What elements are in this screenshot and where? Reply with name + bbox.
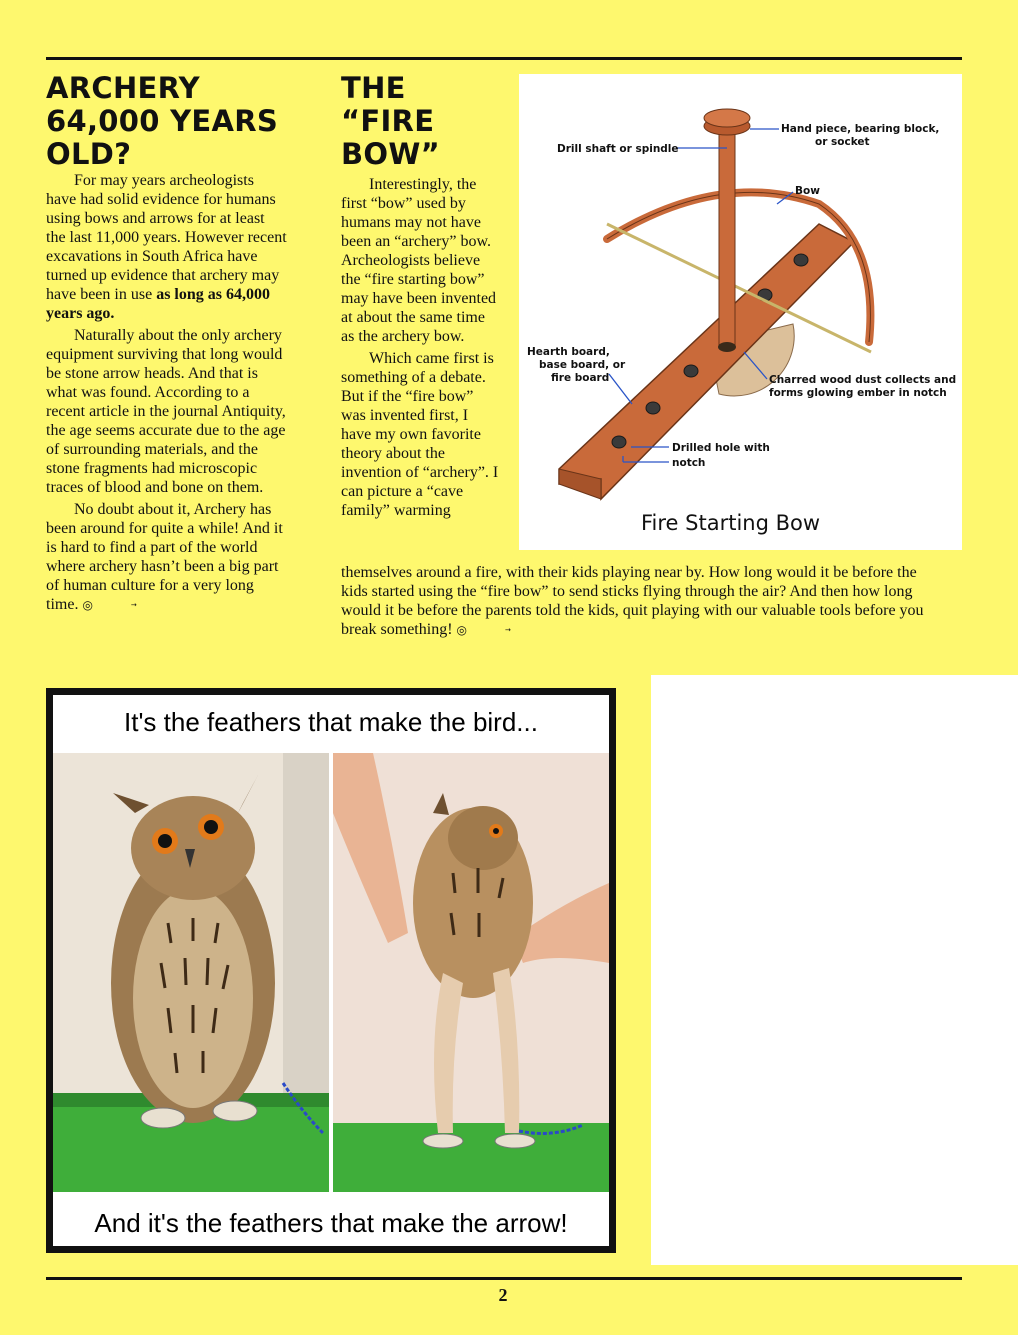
paragraph-text: No doubt about it, Archery has been around for quite a while! And it is hard to find a part of the world where archery hasn’t been a big part of human culture for a very long time. [46, 501, 283, 613]
article-archery-64000 [46, 72, 288, 615]
page-number: 2 [498, 1285, 508, 1305]
headline-archery [46, 72, 288, 171]
paragraph [46, 171, 288, 323]
end-mark-icon: ◎ [456, 623, 468, 637]
drill-spindle-shape [719, 129, 735, 347]
hand-piece-top [704, 109, 750, 127]
meme-bottom-text: And it's the feathers that make the arrow! [94, 1208, 568, 1238]
fire-bow-illustration [519, 74, 962, 550]
label-hand-piece: Hand piece, bearing block, [781, 123, 940, 135]
headline-line: OLD? [46, 137, 132, 171]
label-bow: Bow [795, 185, 820, 197]
end-mark-icon: ◎ [82, 598, 93, 612]
label-hearth-board: Hearth board, [527, 346, 610, 358]
diagram-caption: Fire Starting Bow [641, 511, 821, 535]
blank-panel [651, 675, 1018, 1265]
top-rule [46, 57, 962, 60]
bottom-rule [46, 1277, 962, 1280]
paragraph [341, 563, 941, 640]
owl-head [131, 796, 255, 900]
end-mark-small-icon: → [505, 625, 511, 634]
owl-plucked-illustration [333, 753, 609, 1192]
paragraph: Naturally about the only archery equipment surviving that long would be stone arrow heads. And that is what was found. According to a recent article in the journal Antiquity, the age seems accurate due to the age of surrounding materials, and the stone fragments had microscopic traces of blood and bone on them. [46, 327, 286, 496]
label-hand-piece-2: or socket [815, 136, 870, 148]
meme-top-text: It's the feathers that make the bird... [124, 707, 538, 737]
label-hearth-board-3: fire board [551, 372, 610, 384]
owl-photo-plucked [333, 753, 609, 1192]
headline-line: ARCHERY [46, 71, 200, 105]
headline-line: THE “FIRE [341, 71, 435, 138]
leader-line [609, 374, 632, 404]
article-fire-bow [341, 72, 501, 520]
paragraph: Which came first is something of a debate. But if the “fire bow” was invented first, I have my own favorite theory about the invention of “archery”. I can picture a “cave family” warming [341, 350, 499, 519]
hole [684, 365, 698, 377]
owl-meme-image [46, 688, 616, 1253]
article-fire-bow-continued [341, 563, 941, 640]
fire-bow-diagram [519, 74, 962, 550]
paragraph [46, 500, 288, 615]
spindle-tip [718, 342, 736, 352]
headline-line: BOW” [341, 137, 441, 171]
wall-shadow [283, 753, 329, 1093]
owl-feathered-illustration [53, 753, 329, 1192]
meme-frame [53, 695, 609, 1246]
headline-line: 64,000 YEARS [46, 104, 279, 138]
end-mark-small-icon: → [130, 600, 137, 609]
label-ember-2: forms glowing ember in notch [769, 387, 947, 399]
hole [646, 402, 660, 414]
hole [612, 436, 626, 448]
label-drilled-hole-2: notch [672, 457, 706, 469]
label-ember: Charred wood dust collects and [769, 374, 957, 386]
paragraph: Interestingly, the first “bow” used by humans may not have been an “archery” bow. Archeologists believe the “fire starting bow” may have been invented at about the same time as the archery bow. [341, 176, 497, 345]
paragraph-text: For may years archeologists have had solid evidence for humans using bows and arrows for at least the last 11,000 years. However recent excavations in South Africa have turned up evidence that archery may have been in use [46, 172, 287, 303]
label-drilled-hole: Drilled hole with [672, 442, 770, 454]
paragraph-text: themselves around a fire, with their kids playing near by. How long would it be before the kids started using the “fire bow” to send sticks flying through the air? And then how long would it be before the parents told the kids, quit playing with our valuable tools before you break something! [341, 564, 924, 638]
label-drill-shaft: Drill shaft or spindle [557, 143, 679, 155]
hole [794, 254, 808, 266]
headline-fire-bow [341, 72, 501, 171]
label-hearth-board-2: base board, or [539, 359, 626, 371]
owl-photo-feathered [53, 753, 329, 1192]
owl-head [448, 806, 518, 870]
paragraph-bold-text: as long as 64,000 years ago. [46, 286, 270, 322]
grass-mat [333, 1123, 609, 1192]
